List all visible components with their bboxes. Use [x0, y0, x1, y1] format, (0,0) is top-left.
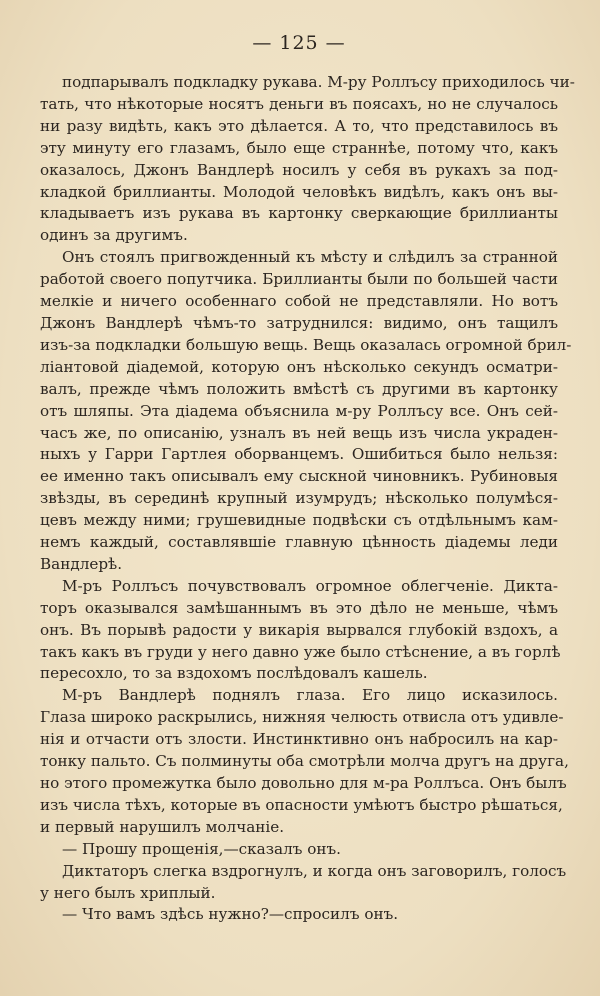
text-line: отъ шляпы. Эта діадема объяснила м-ру Роллъсу все. Онъ сей-	[40, 401, 558, 420]
text-line: пересохло, то за вздохомъ послѣдовалъ кашель.	[40, 664, 428, 683]
text-line: звѣзды, въ серединѣ крупный изумрудъ; нѣсколько полумѣся-	[40, 489, 558, 508]
paragraph	[40, 72, 575, 247]
text-line: кладкой бриллианты. Молодой человѣкъ видѣлъ, какъ онъ вы-	[40, 182, 558, 201]
paragraph	[40, 685, 569, 838]
text-line: изъ числа тѣхъ, которые въ опасности умѣютъ быстро рѣшаться,	[40, 795, 563, 814]
text-line: торъ оказывался замѣшаннымъ въ это дѣло не меньше, чѣмъ	[40, 598, 558, 617]
paragraph	[40, 839, 558, 861]
text-line: подпарывалъ подкладку рукава. М-ру Роллъсу приходилось чи-	[62, 73, 575, 91]
text-line: одинъ за другимъ.	[40, 226, 188, 245]
text-line: но этого промежутка было довольно для м-ра Роллъса. Онъ былъ	[40, 774, 567, 792]
text-line: немъ каждый, составлявшіе главную цѣнность діадемы леди	[40, 533, 558, 552]
text-line: изъ-за подкладки большую вещь. Вещь оказалась огромной брил-	[40, 335, 572, 354]
text-line: у него былъ хриплый.	[40, 883, 216, 902]
text-body	[40, 72, 575, 926]
text-line: валъ, прежде чѣмъ положить вмѣстѣ съ другими въ картонку	[40, 379, 558, 398]
text-line: часъ же, по описанію, узналъ въ ней вещь изъ числа украден-	[40, 423, 558, 442]
text-line: онъ. Въ порывѣ радости у викарія вырвался глубокій вздохъ, а	[40, 620, 558, 639]
paragraph	[40, 247, 572, 576]
text-line: работой своего попутчика. Бриллианты были по большей части	[40, 270, 558, 289]
text-line: Джонъ Вандлерѣ чѣмъ-то затруднился: видимо, онъ тащилъ	[40, 313, 558, 332]
text-line: такъ какъ въ груди у него давно уже было стѣснение, а въ горлѣ	[40, 642, 561, 661]
text-line: тать, что нѣкоторые носятъ деньги въ поясахъ, но не случалось	[40, 94, 558, 113]
text-line: ныхъ у Гарри Гартлея оборванцемъ. Ошибиться было нельзя:	[40, 445, 558, 464]
text-line: — Что вамъ здѣсь нужно?—спросилъ онъ.	[62, 905, 399, 924]
text-line: — Прошу прощенія,—сказалъ онъ.	[62, 839, 341, 858]
text-line: Онъ стоялъ пригвожденный къ мѣсту и слѣдилъ за странной	[62, 248, 558, 267]
text-line: тонку пальто. Съ полминуты оба смотрѣли молча другъ на друга,	[40, 752, 569, 771]
text-line: нія и отчасти отъ злости. Инстинктивно онъ набросилъ на кар-	[40, 730, 558, 749]
text-line: ее именно такъ описывалъ ему сыскной чиновникъ. Рубиновыя	[40, 467, 558, 486]
text-line: и первый нарушилъ молчаніе.	[40, 817, 285, 836]
text-line: М-ръ Роллъсъ почувствовалъ огромное облегченіе. Дикта-	[62, 576, 558, 595]
text-line: цевъ между ними; грушевидные подвѣски съ отдѣльнымъ кам-	[40, 511, 558, 530]
paragraph	[40, 861, 567, 905]
text-line: Диктаторъ слегка вздрогнулъ, и когда онъ заговорилъ, голосъ	[62, 861, 567, 880]
text-line: Вандлерѣ.	[40, 554, 123, 573]
paragraph	[40, 576, 561, 686]
text-line: Глаза широко раскрылись, нижняя челюсть отвисла отъ удивле-	[40, 708, 564, 727]
text-line: ліантовой діадемой, которую онъ нѣсколько секундъ осматри-	[40, 357, 558, 376]
text-line: кладываетъ изъ рукава въ картонку сверкающие бриллианты	[40, 204, 558, 223]
text-line: оказалось, Джонъ Вандлерѣ носилъ у себя въ рукахъ за под-	[40, 160, 558, 179]
page-number: — 125 —	[252, 32, 346, 54]
text-line: М-ръ Вандлерѣ поднялъ глаза. Его лицо исказилось.	[62, 686, 558, 705]
paragraph	[40, 904, 558, 926]
text-line: ни разу видѣть, какъ это дѣлается. А то, что представилось въ	[40, 116, 558, 135]
text-line: эту минуту его глазамъ, было еще страннѣе, потому что, какъ	[40, 138, 558, 157]
text-line: мелкіе и ничего особеннаго собой не представляли. Но вотъ	[40, 292, 558, 311]
